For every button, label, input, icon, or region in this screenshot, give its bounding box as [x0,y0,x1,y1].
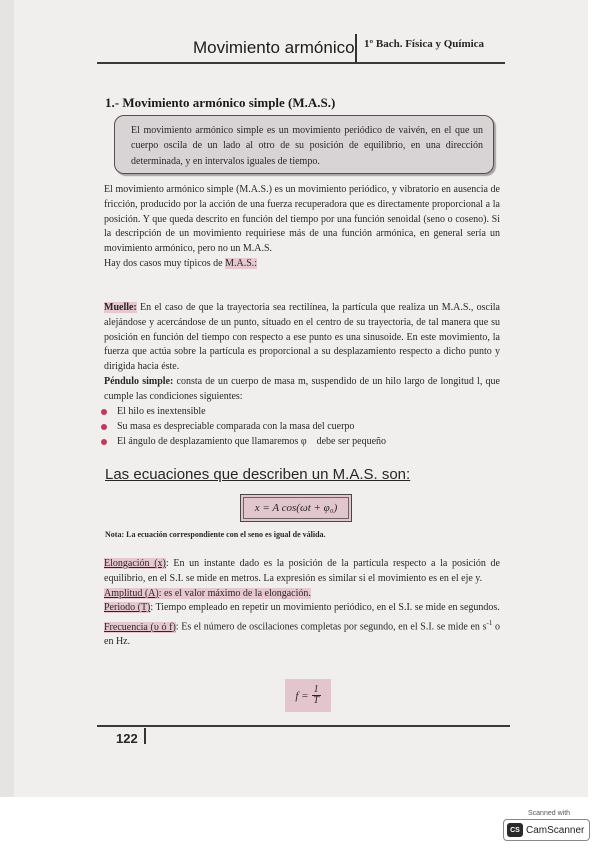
intro-cases-highlight: M.A.S.: [225,257,258,269]
footer-rule [97,725,510,727]
scanner-label: Scanned with [528,810,571,817]
amplitud-label: Amplitud (A) [104,587,159,599]
frecuencia-text: : Es el número de oscilaciones completas por segundo, en el S.I. se mide en s [175,621,487,633]
pendulo-text: consta de un cuerpo de masa m, suspendido de un hilo largo de longitud l, que cumple las condiciones siguientes: [104,375,500,402]
bullet-icon [101,439,107,445]
page-number: 122 [116,731,138,746]
frequency-formula-lhs: f = [295,689,309,702]
definition-text: El movimiento armónico simple es un movimiento periódico de vaivén, en el que un cuerpo oscila de un lado al otro de su posición de equilibrio, en una dirección determinada, y en intervalos iguales de tiempo. [131,125,483,167]
muelle-label: Muelle: [104,302,137,313]
frequency-fraction [312,685,321,706]
elongacion-text: : En un instante dado es la posición de la partícula respecto a la posición de equilibrio, en el S.I. se mide en metros. La expresión es similar si el movimiento es en el eje y. [104,558,500,584]
frecuencia-end: o en Hz. [104,621,500,648]
condition-item: El hilo es inextensible [117,405,206,419]
amplitud-text: : es el valor máximo de la elongación. [158,587,311,599]
header-divider [355,34,357,64]
pendulo-label: Péndulo simple: [104,375,174,387]
footer-divider [144,728,146,744]
fraction-numerator: 1 [313,684,319,695]
bullet-icon [101,424,107,430]
frecuencia-label: Frecuencia (υ ó f) [104,621,176,633]
intro-paragraph [104,183,500,272]
header-rule [97,62,505,64]
bullet-icon [101,409,107,415]
muelle-paragraph [104,301,500,405]
elongacion-label: Elongación (x) [104,558,166,569]
intro-text: El movimiento armónico simple (M.A.S.) es un movimiento periódico, y vibratorio en ausencia de fricción, producido por la acción de una fuerza recuperadora que es directamente proporcional a la posición. Y que queda descrito en función del tiempo por una función senoidal (seno o coseno). Si la descripción de un movimiento requiriese más de una función armónica, en general sería un movimiento armónico, pero no un M.A.S. [104,184,500,255]
page-edge-shadow [0,0,14,797]
periodo-text: : Tiempo empleado en repetir un movimiento periódico, en el S.I. se mide en segundos. [150,602,500,614]
header-title: Movimiento armónico [193,38,355,57]
position-formula-box [240,494,352,522]
muelle-text: En el caso de que la trayectoria sea rectilínea, la partícula que realiza un M.A.S., oscila alejándose y acercándose de un punto, situado en el centro de su trayectoria, de tal manera que su posición en función del tiempo con respecto a ese punto es una sinusoide. En este movimiento, la fuerza que actúa sobre la partícula es proporcional a su desplazamiento respecto a dicho punto y dirigida hacia éste. [104,302,500,373]
scanner-badge [503,819,590,841]
camscanner-logo-icon: CS [507,823,523,837]
scanner-brand: CamScanner [526,824,585,836]
intro-cases-text: Hay dos casos muy típicos de [104,257,226,269]
fraction-denominator: T [313,695,319,706]
position-formula: x = A cos(ωt + φ₀) [243,497,349,519]
definitions-paragraph [104,557,500,650]
equations-heading: Las ecuaciones que describen un M.A.S. son: [105,466,411,483]
frequency-formula [285,679,331,712]
header-subtitle: 1º Bach. Física y Química [364,38,485,50]
section-title: 1.- Movimiento armónico simple (M.A.S.) [105,95,336,110]
frecuencia-unit-exponent: -1 [486,619,493,628]
formula-note: Nota: La ecuación correspondiente con el seno es igual de válida. [105,530,326,539]
periodo-label: Periodo (T) [104,602,151,614]
condition-item: Su masa es despreciable comparada con la masa del cuerpo [117,420,354,434]
condition-item: El ángulo de desplazamiento que llamaremos φ debe ser pequeño [117,435,386,449]
definition-box [114,115,494,174]
